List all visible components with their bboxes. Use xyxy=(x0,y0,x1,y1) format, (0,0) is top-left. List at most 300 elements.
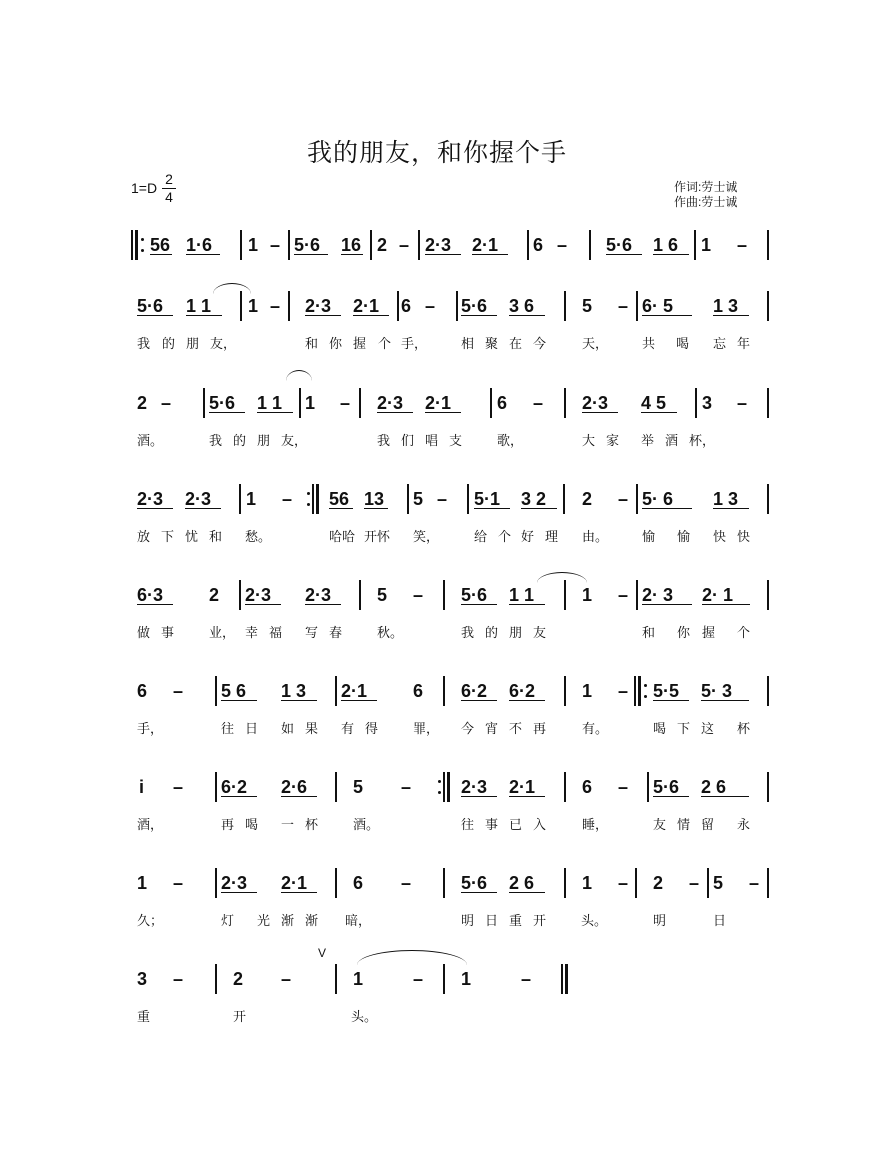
note: 1 xyxy=(582,585,593,605)
lyric: 举 xyxy=(641,433,655,448)
lyric: 和 xyxy=(642,625,656,640)
note-group: 2·1 xyxy=(353,296,380,316)
lyric: 灯 xyxy=(221,913,235,928)
lyric: 春 xyxy=(329,625,343,640)
barline xyxy=(288,230,290,260)
note-group: 4 5 xyxy=(641,393,667,413)
repeat-dots xyxy=(307,492,310,506)
barline xyxy=(397,291,399,321)
lyric: 快 xyxy=(737,529,751,544)
note-group: 3 6 xyxy=(509,296,535,316)
note-group: 2· 1 xyxy=(702,585,734,605)
dash: – xyxy=(399,235,410,255)
note-group: 5·1 xyxy=(474,489,501,509)
note: 5 xyxy=(377,585,388,605)
lyric: 友， xyxy=(210,336,237,351)
tie-slur xyxy=(357,950,467,965)
note-group: 1 1 xyxy=(186,296,212,316)
lyric: 光 xyxy=(257,913,271,928)
barline xyxy=(564,388,566,418)
time-signature xyxy=(162,172,176,205)
note-group: 56 xyxy=(329,489,350,509)
note: 1 xyxy=(248,296,259,316)
lyric: 有。 xyxy=(582,721,609,736)
lyric: 日 xyxy=(485,913,499,928)
note-group: 1·6 xyxy=(186,235,213,255)
lyric: 喝 xyxy=(245,817,259,832)
lyric: 相 xyxy=(461,336,475,351)
barline xyxy=(527,230,529,260)
note-group: 1 3 xyxy=(713,296,739,316)
lyric: 握 xyxy=(353,336,367,351)
lyric: 手， xyxy=(137,721,164,736)
note-group: 1 3 xyxy=(281,681,307,701)
lyric: 的 xyxy=(162,336,176,351)
dash: – xyxy=(618,296,629,316)
note-group: 2·1 xyxy=(281,873,308,893)
song-title: 我的朋友，和你握个手 xyxy=(306,138,567,167)
note: 1 xyxy=(137,873,148,893)
dash: – xyxy=(270,296,281,316)
barline xyxy=(215,676,217,706)
dash: – xyxy=(618,585,629,605)
score-line-8 xyxy=(0,872,874,952)
note-group: 1 1 xyxy=(257,393,283,413)
barline xyxy=(443,580,445,610)
lyric: 的 xyxy=(233,433,247,448)
note-group: 6·2 xyxy=(221,777,248,797)
lyric: 宵 xyxy=(485,721,499,736)
lyric: 留 xyxy=(701,817,715,832)
lyric: 家 xyxy=(606,433,620,448)
dash: – xyxy=(618,777,629,797)
lyric: 渐 xyxy=(305,913,319,928)
note-group: 5·6 xyxy=(461,296,488,316)
dash: – xyxy=(340,393,351,413)
dash: – xyxy=(437,489,448,509)
note: 6 xyxy=(401,296,412,316)
lyric: 聚 xyxy=(485,336,499,351)
barline xyxy=(767,291,769,321)
lyric: 和 xyxy=(209,529,223,544)
note: 1 xyxy=(582,873,593,893)
note: 6 xyxy=(533,235,544,255)
barline xyxy=(407,484,409,514)
lyric: 往 xyxy=(461,817,475,832)
note: 5 xyxy=(582,296,593,316)
barline xyxy=(695,388,697,418)
barline xyxy=(767,484,769,514)
lyric: 握 xyxy=(702,625,716,640)
barline xyxy=(635,868,637,898)
barline xyxy=(240,291,242,321)
lyric: 已 xyxy=(509,817,523,832)
note-group: 2·1 xyxy=(472,235,499,255)
note-group: 2·3 xyxy=(185,489,212,509)
lyric: 业， xyxy=(209,625,236,640)
lyric: 手， xyxy=(401,336,428,351)
lyric: 歌， xyxy=(497,433,524,448)
lyric: 喝 xyxy=(676,336,690,351)
lyric: 做 xyxy=(137,625,151,640)
score-line-3 xyxy=(0,392,874,472)
lyric: 重 xyxy=(509,913,523,928)
final-barline xyxy=(561,964,568,994)
barline xyxy=(589,230,591,260)
lyric: 日 xyxy=(245,721,259,736)
lyric: 愁。 xyxy=(245,529,272,544)
barline xyxy=(240,230,242,260)
barline xyxy=(694,230,696,260)
dash: – xyxy=(557,235,568,255)
dash: – xyxy=(618,873,629,893)
score-line-2 xyxy=(0,295,874,375)
note-group: 2·1 xyxy=(509,777,536,797)
barline xyxy=(215,964,217,994)
lyric: 个 xyxy=(498,529,512,544)
note-group: 5· 3 xyxy=(701,681,733,701)
lyric: 事 xyxy=(485,817,499,832)
note-group: 6·2 xyxy=(509,681,536,701)
lyric: 个 xyxy=(737,625,751,640)
lyric: 头。 xyxy=(581,913,608,928)
lyric: 渐 xyxy=(281,913,295,928)
note: 1 xyxy=(305,393,316,413)
note: 1 xyxy=(701,235,712,255)
lyric: 酒， xyxy=(137,817,164,832)
barline xyxy=(636,580,638,610)
note: 5 xyxy=(713,873,724,893)
lyric: 唱 xyxy=(425,433,439,448)
lyric: 这 xyxy=(701,721,715,736)
dash: – xyxy=(401,777,412,797)
note: 1 xyxy=(248,235,259,255)
lyric: 明 xyxy=(653,913,667,928)
lyric: 我 xyxy=(209,433,223,448)
lyricist-credit: 作词:劳士诚 xyxy=(674,180,738,194)
breath-mark: V xyxy=(318,946,327,960)
note-group: 2·3 xyxy=(582,393,609,413)
barline xyxy=(370,230,372,260)
lyric: 暗， xyxy=(345,913,372,928)
lyric: 开 xyxy=(233,1009,247,1024)
lyric: 的 xyxy=(485,625,499,640)
barline xyxy=(564,291,566,321)
lyric: 酒。 xyxy=(137,433,164,448)
barline xyxy=(707,868,709,898)
barline xyxy=(288,291,290,321)
barline xyxy=(564,868,566,898)
lyric: 有 xyxy=(341,721,355,736)
note: 5 xyxy=(413,489,424,509)
lyric: 酒 xyxy=(665,433,679,448)
lyric: 忧 xyxy=(185,529,199,544)
note-group: 5·6 xyxy=(606,235,633,255)
lyric: 开怀 xyxy=(364,529,391,544)
lyric: 年 xyxy=(737,336,751,351)
note-group: 13 xyxy=(364,489,385,509)
note-group: 2·6 xyxy=(281,777,308,797)
note-group: 1 1 xyxy=(509,585,535,605)
lyric: 个 xyxy=(378,336,392,351)
note-high: i xyxy=(139,777,145,797)
lyric: 永 xyxy=(737,817,751,832)
score-line-9 xyxy=(0,946,874,1048)
lyric: 如 xyxy=(281,721,295,736)
lyric: 日 xyxy=(713,913,727,928)
note-group: 5·6 xyxy=(137,296,164,316)
note-group: 5 6 xyxy=(221,681,247,701)
lyric: 理 xyxy=(545,529,559,544)
lyric: 重 xyxy=(137,1009,151,1024)
lyric: 在 xyxy=(509,336,523,351)
barline xyxy=(767,676,769,706)
score-line-7 xyxy=(0,776,874,856)
barline xyxy=(456,291,458,321)
barline xyxy=(767,580,769,610)
score-line-6 xyxy=(0,680,874,760)
note-group: 2·3 xyxy=(377,393,404,413)
note: 2 xyxy=(137,393,148,413)
barline xyxy=(239,580,241,610)
barline xyxy=(335,868,337,898)
lyric: 共 xyxy=(642,336,656,351)
lyric: 哈哈 xyxy=(329,529,356,544)
lyric: 一 xyxy=(281,817,295,832)
note-group: 6·2 xyxy=(461,681,488,701)
repeat-dots xyxy=(644,684,647,698)
lyric: 入 xyxy=(533,817,547,832)
lyric: 头。 xyxy=(351,1009,378,1024)
note: 6 xyxy=(413,681,424,701)
lyric: 罪， xyxy=(413,721,440,736)
note-group: 3 2 xyxy=(521,489,547,509)
barline xyxy=(636,291,638,321)
dash: – xyxy=(413,585,424,605)
barline xyxy=(359,580,361,610)
note-group: 2·3 xyxy=(221,873,248,893)
dash: – xyxy=(618,489,629,509)
barline xyxy=(564,580,566,610)
dash: – xyxy=(173,873,184,893)
lyric: 幸 xyxy=(245,625,259,640)
barline xyxy=(215,868,217,898)
dash: – xyxy=(425,296,436,316)
note-group: 2 6 xyxy=(509,873,535,893)
note-group: 56 xyxy=(150,235,171,255)
barline xyxy=(636,484,638,514)
lyric: 喝 xyxy=(653,721,667,736)
lyric: 久； xyxy=(137,913,164,928)
note-group: 5·5 xyxy=(653,681,680,701)
barline xyxy=(335,676,337,706)
lyric: 秋。 xyxy=(377,625,404,640)
dash: – xyxy=(173,681,184,701)
lyric: 我 xyxy=(377,433,391,448)
dash: – xyxy=(281,969,292,989)
lyric: 福 xyxy=(269,625,283,640)
note: 2 xyxy=(582,489,593,509)
note: 5 xyxy=(353,777,364,797)
lyric: 明 xyxy=(461,913,475,928)
note: 1 xyxy=(461,969,472,989)
lyric: 由。 xyxy=(582,529,609,544)
score-line-5 xyxy=(0,584,874,664)
repeat-end-barline xyxy=(443,772,450,802)
lyric: 再 xyxy=(221,817,235,832)
note-group: 5·6 xyxy=(461,873,488,893)
note-group: 2· 3 xyxy=(642,585,674,605)
dash: – xyxy=(270,235,281,255)
note: 1 xyxy=(353,969,364,989)
lyric: 好 xyxy=(521,529,535,544)
dash: – xyxy=(737,235,748,255)
barline xyxy=(467,484,469,514)
note-group: 2 6 xyxy=(701,777,727,797)
note: 6 xyxy=(353,873,364,893)
lyric: 忘 xyxy=(713,336,727,351)
repeat-dots xyxy=(438,780,441,794)
lyric: 朋 xyxy=(509,625,523,640)
note: 6 xyxy=(582,777,593,797)
lyric: 快 xyxy=(713,529,727,544)
barline xyxy=(335,772,337,802)
barline xyxy=(563,484,565,514)
barline xyxy=(203,388,205,418)
note: 2 xyxy=(209,585,220,605)
lyric: 天， xyxy=(582,336,609,351)
note: 3 xyxy=(702,393,713,413)
lyric: 我 xyxy=(461,625,475,640)
lyric: 笑， xyxy=(413,529,440,544)
lyric: 往 xyxy=(221,721,235,736)
lyric: 你 xyxy=(677,625,691,640)
note-group: 2·3 xyxy=(425,235,452,255)
note-group: 6·3 xyxy=(137,585,164,605)
note: 2 xyxy=(377,235,388,255)
dash: – xyxy=(401,873,412,893)
barline xyxy=(564,772,566,802)
repeat-start-barline xyxy=(131,230,138,260)
barline xyxy=(767,388,769,418)
dash: – xyxy=(689,873,700,893)
note-group: 5·6 xyxy=(294,235,321,255)
dash: – xyxy=(173,777,184,797)
lyric: 朋 xyxy=(186,336,200,351)
lyric: 杯 xyxy=(305,817,319,832)
note-group: 5·6 xyxy=(209,393,236,413)
note-group: 16 xyxy=(341,235,362,255)
dash: – xyxy=(521,969,532,989)
lyric: 和 xyxy=(305,336,319,351)
note-group: 2·1 xyxy=(341,681,368,701)
note: 1 xyxy=(246,489,257,509)
note: 6 xyxy=(137,681,148,701)
lyric: 友， xyxy=(281,433,308,448)
lyric: 得 xyxy=(365,721,379,736)
dash: – xyxy=(413,969,424,989)
barline xyxy=(443,868,445,898)
lyric: 开 xyxy=(533,913,547,928)
note-group: 5· 6 xyxy=(642,489,674,509)
dash: – xyxy=(749,873,760,893)
lyric: 们 xyxy=(401,433,415,448)
lyric: 朋 xyxy=(257,433,271,448)
lyric: 愉 xyxy=(677,529,691,544)
note: 3 xyxy=(137,969,148,989)
note-group: 2·3 xyxy=(137,489,164,509)
lyric: 睡， xyxy=(582,817,609,832)
key-signature: 1=D xyxy=(131,180,158,196)
barline xyxy=(335,964,337,994)
note-group: 2·3 xyxy=(245,585,272,605)
tie-slur xyxy=(537,572,587,583)
note-group: 2·3 xyxy=(305,296,332,316)
lyric: 今 xyxy=(533,336,547,351)
barline xyxy=(767,772,769,802)
dash: – xyxy=(737,393,748,413)
note-group: 5·6 xyxy=(461,585,488,605)
lyric: 下 xyxy=(677,721,691,736)
lyric: 友 xyxy=(533,625,547,640)
note-group: 5·6 xyxy=(653,777,680,797)
credits xyxy=(674,180,737,210)
repeat-end-barline xyxy=(312,484,319,514)
dash: – xyxy=(173,969,184,989)
lyric: 支 xyxy=(449,433,463,448)
lyric: 再 xyxy=(533,721,547,736)
note-group: 1 6 xyxy=(653,235,679,255)
barline xyxy=(647,772,649,802)
lyric: 果 xyxy=(305,721,319,736)
note: 6 xyxy=(497,393,508,413)
lyric: 杯， xyxy=(689,433,716,448)
barline xyxy=(239,484,241,514)
note: 1 xyxy=(582,681,593,701)
barline xyxy=(564,676,566,706)
note: 2 xyxy=(233,969,244,989)
dash: – xyxy=(533,393,544,413)
lyric: 写 xyxy=(305,625,319,640)
lyric: 放 xyxy=(137,529,151,544)
barline xyxy=(418,230,420,260)
score-line-4 xyxy=(0,488,874,568)
barline xyxy=(490,388,492,418)
note-group: 2·3 xyxy=(461,777,488,797)
dash: – xyxy=(282,489,293,509)
lyric: 给 xyxy=(474,529,488,544)
lyric: 事 xyxy=(161,625,175,640)
dash: – xyxy=(161,393,172,413)
lyric: 友 xyxy=(653,817,667,832)
barline xyxy=(299,388,301,418)
lyric: 今 xyxy=(461,721,475,736)
lyric: 下 xyxy=(161,529,175,544)
barline xyxy=(767,868,769,898)
barline xyxy=(215,772,217,802)
barline xyxy=(443,964,445,994)
note-group: 6· 5 xyxy=(642,296,674,316)
note-group: 1 3 xyxy=(713,489,739,509)
composer-credit: 作曲:劳士诚 xyxy=(674,195,738,209)
lyric: 愉 xyxy=(642,529,656,544)
repeat-dots xyxy=(141,238,144,252)
lyric: 酒。 xyxy=(353,817,380,832)
note: 2 xyxy=(653,873,664,893)
lyric: 我 xyxy=(137,336,151,351)
lyric: 大 xyxy=(582,433,596,448)
barline xyxy=(443,676,445,706)
